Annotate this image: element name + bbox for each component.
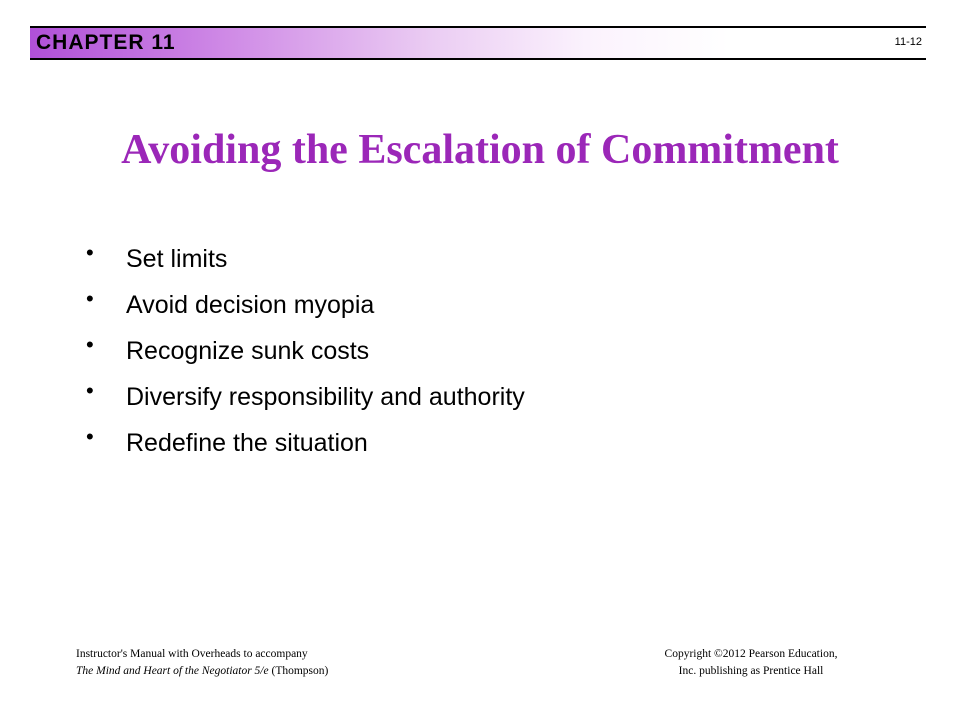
footer-citation [76, 646, 328, 680]
footer-copyright [630, 646, 872, 680]
bullet-text: Redefine the situation [126, 428, 368, 457]
book-title: The Mind and Heart of the Negotiator 5/e [76, 665, 269, 677]
list-item [86, 328, 525, 374]
bullet-icon: • [86, 286, 94, 311]
footer-citation-line2 [76, 663, 328, 680]
bullet-icon: • [86, 378, 94, 403]
list-item [86, 236, 525, 282]
list-item [86, 374, 525, 420]
chapter-header-bar [30, 26, 926, 60]
bullet-icon: • [86, 240, 94, 265]
list-item [86, 282, 525, 328]
chapter-label: CHAPTER 11 [36, 31, 176, 54]
copyright-line1: Copyright ©2012 Pearson Education, [664, 648, 838, 660]
bullet-icon: • [86, 332, 94, 357]
bullet-icon: • [86, 424, 94, 449]
list-item [86, 420, 525, 466]
copyright-line2: Inc. publishing as Prentice Hall [678, 665, 824, 677]
page-number: 11-12 [894, 36, 922, 48]
bullet-text: Set limits [126, 244, 228, 273]
bullet-text: Recognize sunk costs [126, 336, 370, 365]
bullet-text: Diversify responsibility and authority [126, 382, 525, 411]
bullet-list [86, 236, 525, 466]
slide-title: Avoiding the Escalation of Commitment [121, 127, 839, 173]
footer-citation-line1: Instructor's Manual with Overheads to accompany [76, 648, 308, 660]
bullet-text: Avoid decision myopia [126, 290, 375, 319]
book-author: (Thompson) [268, 665, 329, 677]
